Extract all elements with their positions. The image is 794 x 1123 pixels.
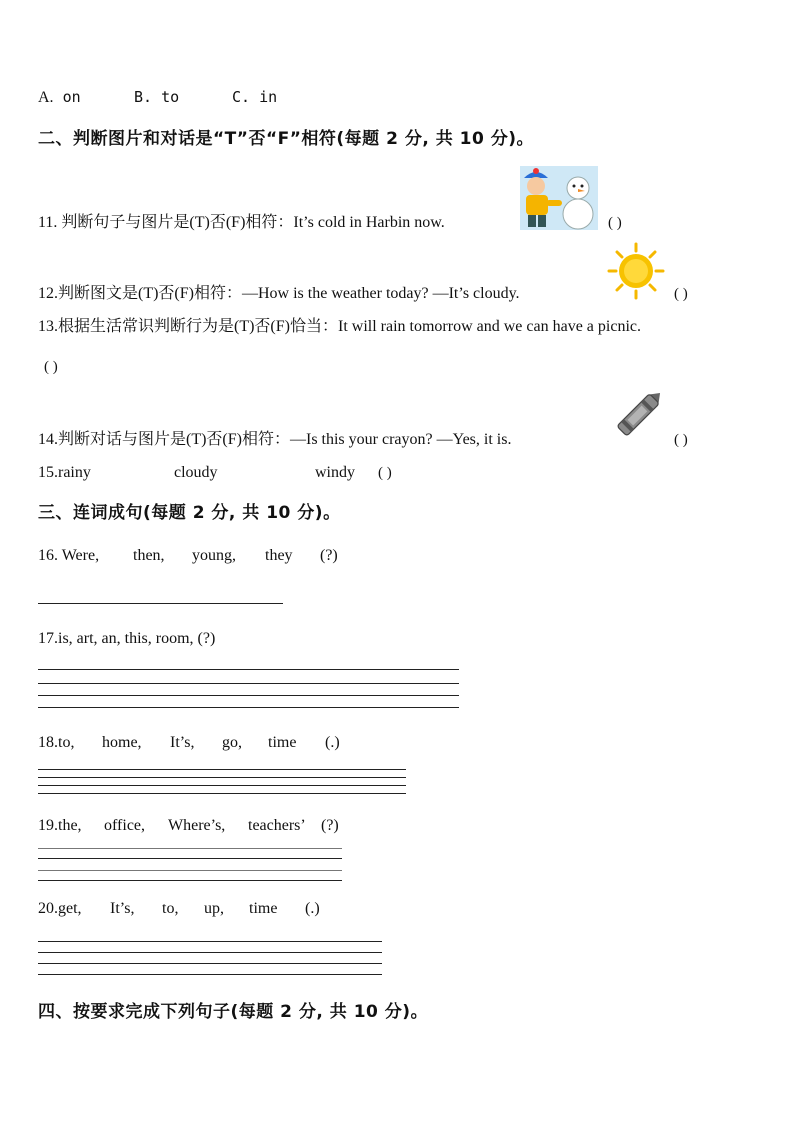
q15-word-1: 15.rainy	[38, 464, 91, 481]
q12-text: 12.判断图文是(T)否(F)相符：—How is the weather today? —It’s cloudy.	[38, 285, 520, 302]
q10-option-c: C. in	[232, 88, 278, 106]
q19-answer-line-2[interactable]	[38, 858, 342, 859]
q18-word-5: time	[268, 734, 297, 751]
q16-word-1: 16. Were,	[38, 547, 100, 564]
q20-word-5: time	[249, 900, 278, 917]
q19-word-1: 19.the,	[38, 817, 82, 834]
section-4-heading: 四、按要求完成下列句子(每题 2 分, 共 10 分)。	[38, 1002, 429, 1022]
q19-word-5: (?)	[321, 817, 339, 834]
q14-text: 14.判断对话与图片是(T)否(F)相符：—Is this your crayon? —Yes, it is.	[38, 431, 512, 448]
q16-answer-line[interactable]	[38, 603, 283, 604]
q10-option-a-letter: A.	[38, 89, 54, 106]
q17-answer-line-3[interactable]	[38, 695, 459, 696]
q19-answer-line-4[interactable]	[38, 880, 342, 881]
q18-word-1: 18.to,	[38, 734, 75, 751]
q16-word-2: then,	[133, 547, 165, 564]
q19-answer-line-3[interactable]	[38, 870, 342, 871]
q15-answer-paren[interactable]: ( )	[378, 465, 392, 481]
q14-answer-paren[interactable]: ( )	[674, 432, 688, 448]
q20-word-4: up,	[204, 900, 224, 917]
q20-answer-line-4[interactable]	[38, 974, 382, 975]
q18-answer-line-1[interactable]	[38, 769, 406, 770]
q18-answer-line-3[interactable]	[38, 785, 406, 786]
q10-option-a-text: on	[62, 88, 81, 106]
q16-word-4: they	[265, 547, 293, 564]
q16-word-5: (?)	[320, 547, 338, 564]
q20-word-1: 20.get,	[38, 900, 82, 917]
section-3-heading: 三、连词成句(每题 2 分, 共 10 分)。	[38, 503, 341, 523]
q18-answer-line-4[interactable]	[38, 793, 406, 794]
q19-word-2: office,	[104, 817, 146, 834]
q17-answer-line-2[interactable]	[38, 683, 459, 684]
q19-answer-line-1[interactable]	[38, 848, 342, 849]
q18-word-3: It’s,	[170, 734, 195, 751]
q10-option-b: B. to	[134, 88, 180, 106]
q20-answer-line-3[interactable]	[38, 963, 382, 964]
q20-word-6: (.)	[305, 900, 320, 917]
q12-answer-paren[interactable]: ( )	[674, 286, 688, 302]
q11-answer-paren[interactable]: ( )	[608, 215, 622, 231]
q15-word-2: cloudy	[174, 464, 218, 481]
q18-word-6: (.)	[325, 734, 340, 751]
crayon-icon	[609, 389, 663, 445]
q19-word-3: Where’s,	[168, 817, 226, 834]
kid-snowman-icon	[520, 166, 598, 230]
q20-answer-line-1[interactable]	[38, 941, 382, 942]
section-2-heading: 二、判断图片和对话是“T”否“F”相符(每题 2 分, 共 10 分)。	[38, 129, 534, 149]
q11-text: 11. 判断句子与图片是(T)否(F)相符：It’s cold in Harbin now.	[38, 214, 445, 231]
sun-icon	[607, 242, 665, 300]
q10-options	[38, 88, 81, 107]
q15-word-3: windy	[315, 464, 355, 481]
q20-word-3: to,	[162, 900, 179, 917]
q17-answer-line-4[interactable]	[38, 707, 459, 708]
q17-answer-line-1[interactable]	[38, 669, 459, 670]
q17-text: 17.is, art, an, this, room, (?)	[38, 630, 216, 647]
q13-answer-paren[interactable]: ( )	[44, 359, 58, 375]
q18-word-2: home,	[102, 734, 142, 751]
q20-answer-line-2[interactable]	[38, 952, 382, 953]
q16-word-3: young,	[192, 547, 236, 564]
q20-word-2: It’s,	[110, 900, 135, 917]
q18-answer-line-2[interactable]	[38, 777, 406, 778]
q13-text: 13.根据生活常识判断行为是(T)否(F)恰当：It will rain tomorrow and we can have a picnic.	[38, 318, 641, 335]
q18-word-4: go,	[222, 734, 242, 751]
q19-word-4: teachers’	[248, 817, 306, 834]
